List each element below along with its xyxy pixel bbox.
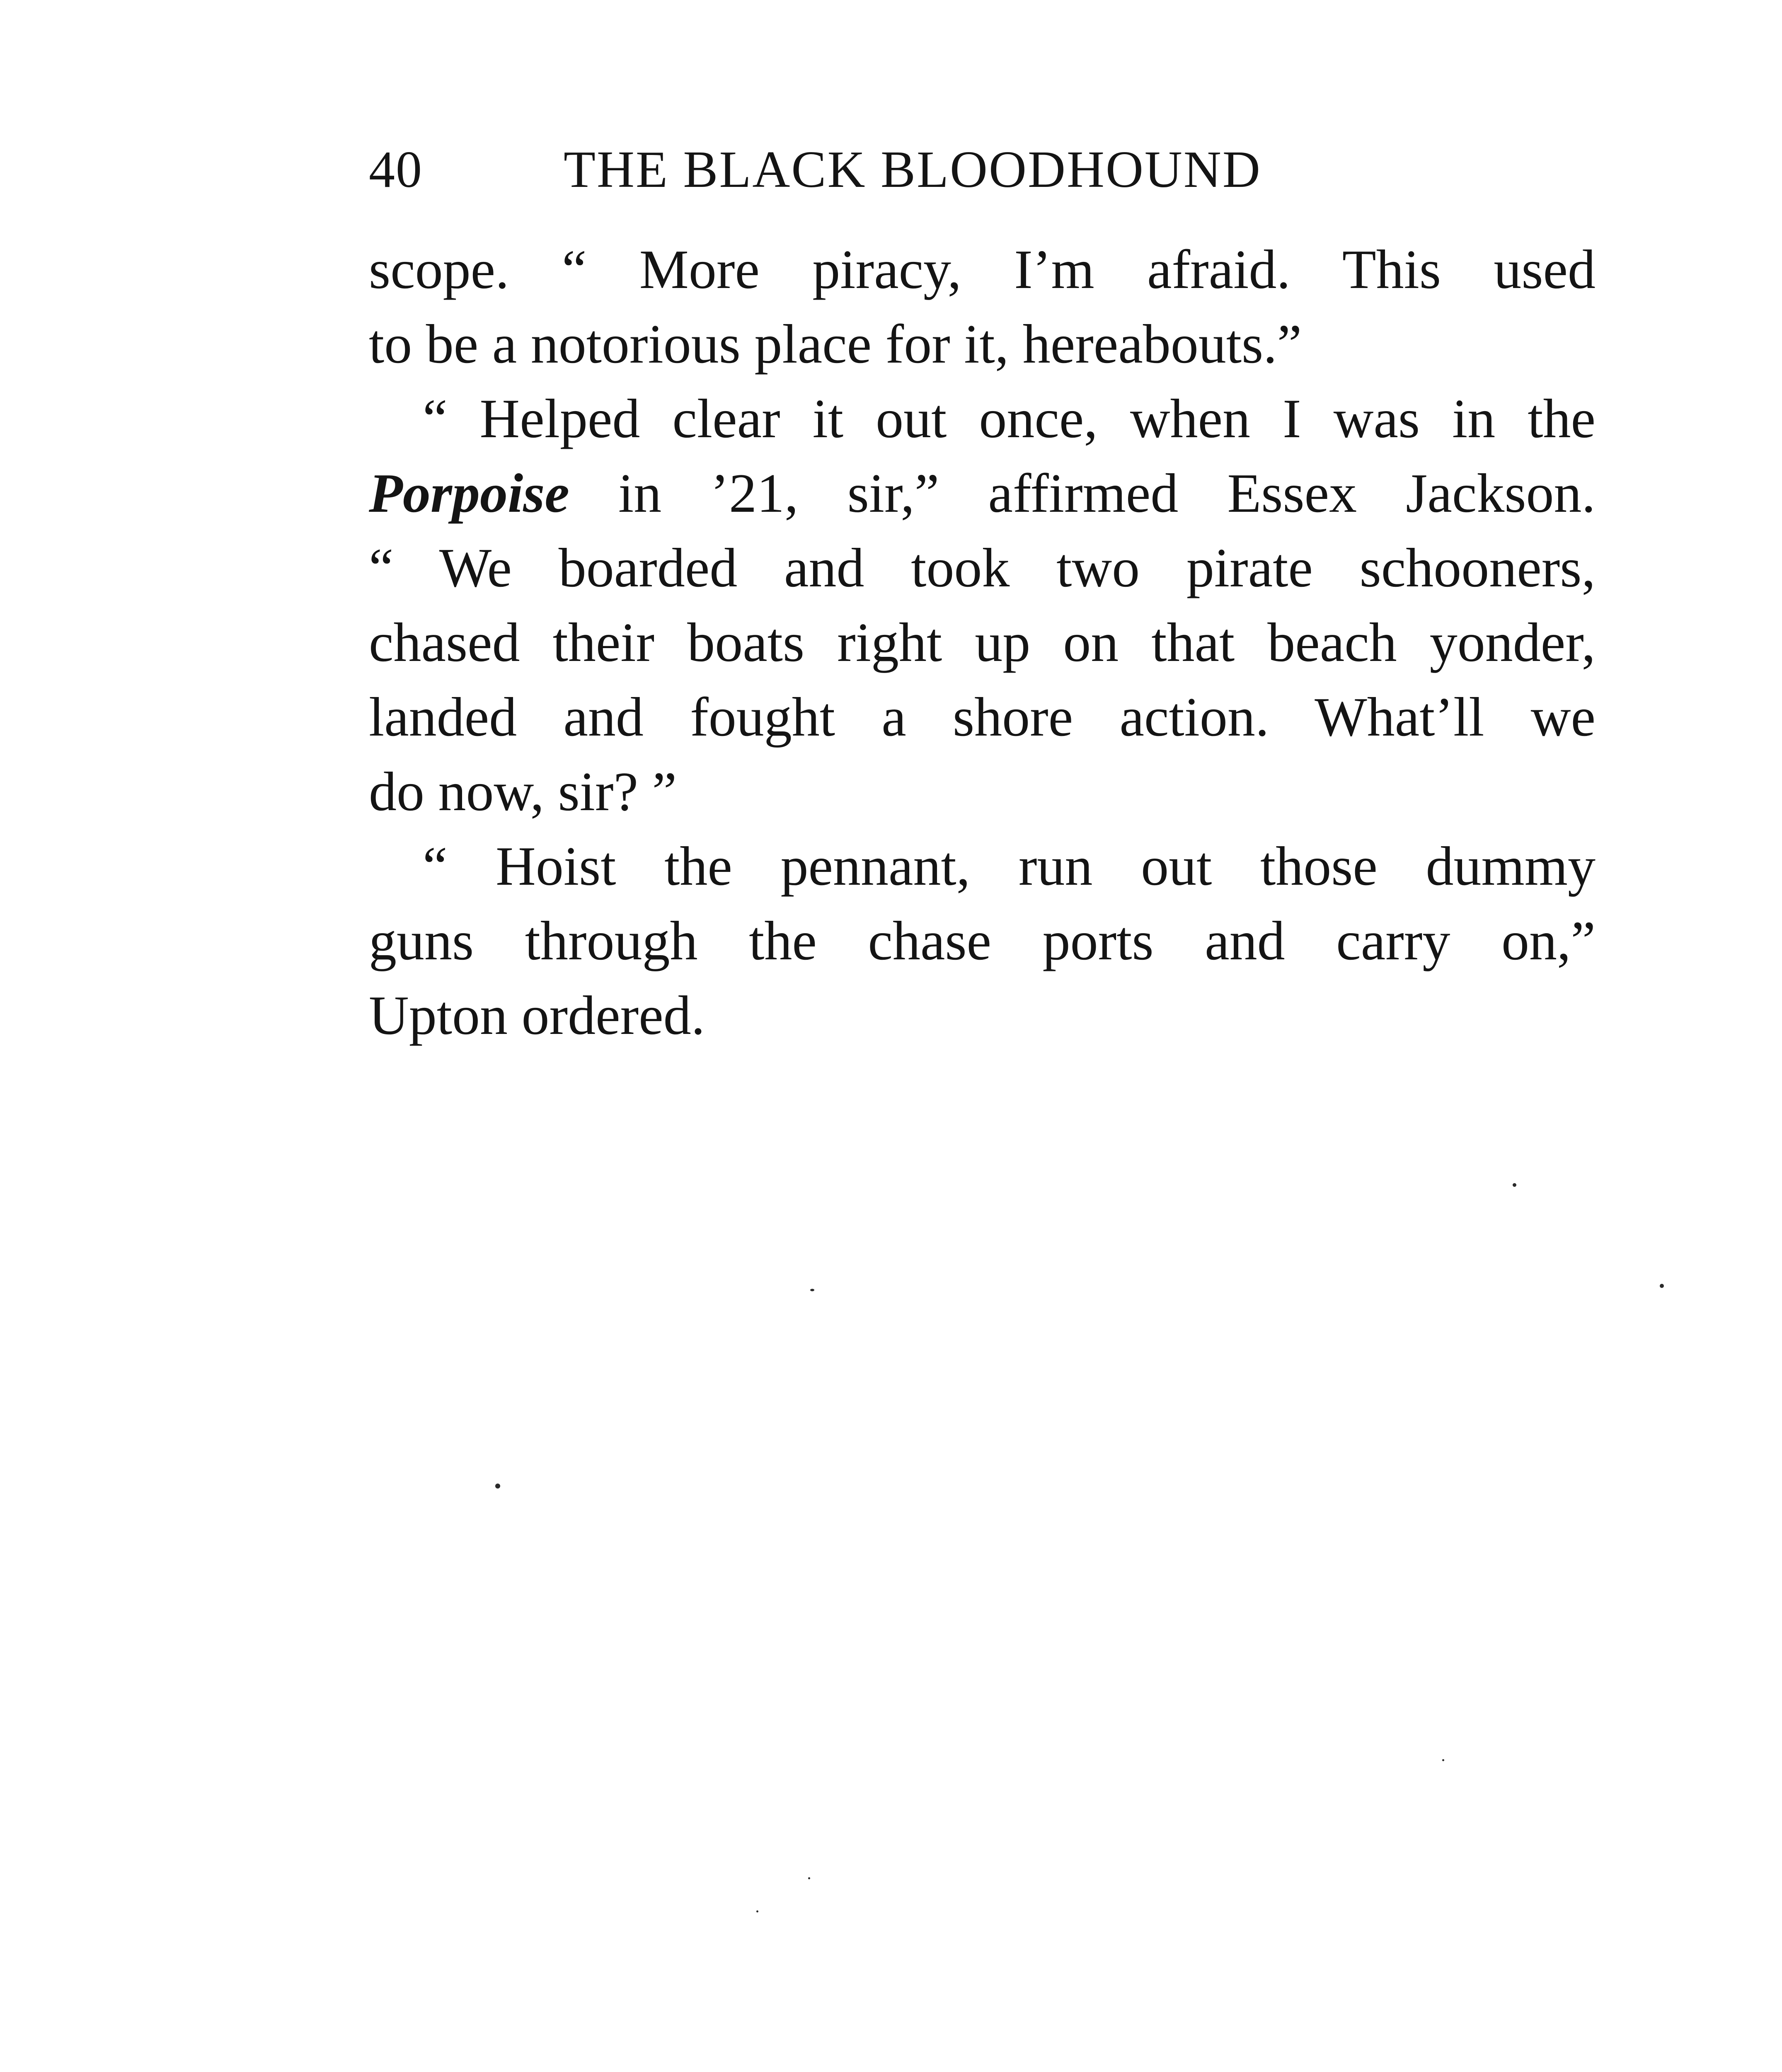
text-line: guns through the chase ports and carry on,” (369, 910, 1596, 971)
book-title: THE BLACK BLOODHOUND (564, 141, 1261, 198)
text-line: “ Hoist the pennant, run out those dummy (423, 835, 1596, 897)
text-line (369, 456, 1596, 530)
text-line: do now, sir? ” (369, 761, 677, 822)
text-line: Upton ordered. (369, 985, 705, 1046)
body-text (369, 232, 1596, 1053)
text-line: landed and fought a shore action. What’ll we (369, 686, 1596, 748)
running-head (369, 137, 1604, 203)
text-line: chased their boats right up on that beach yonder, (369, 612, 1596, 673)
ship-name-italic: Porpoise (369, 462, 569, 524)
text-line: “ We boarded and took two pirate schooners, (369, 537, 1596, 598)
text-line-rest: in ’21, sir,” affirmed Essex Jackson. (569, 462, 1596, 524)
page-number: 40 (369, 141, 423, 198)
text-line: to be a notorious place for it, hereabouts.” (369, 313, 1302, 375)
scan-speck (1660, 1284, 1664, 1288)
text-line: “ Helped clear it out once, when I was in the (423, 388, 1596, 449)
scan-speck (810, 1289, 814, 1291)
scan-speck (756, 1910, 758, 1912)
scan-speck (808, 1877, 810, 1879)
scan-speck (1442, 1759, 1444, 1761)
text-line: scope. “ More piracy, I’m afraid. This used (369, 239, 1596, 300)
scan-speck (495, 1484, 500, 1489)
scan-speck (1513, 1183, 1516, 1187)
